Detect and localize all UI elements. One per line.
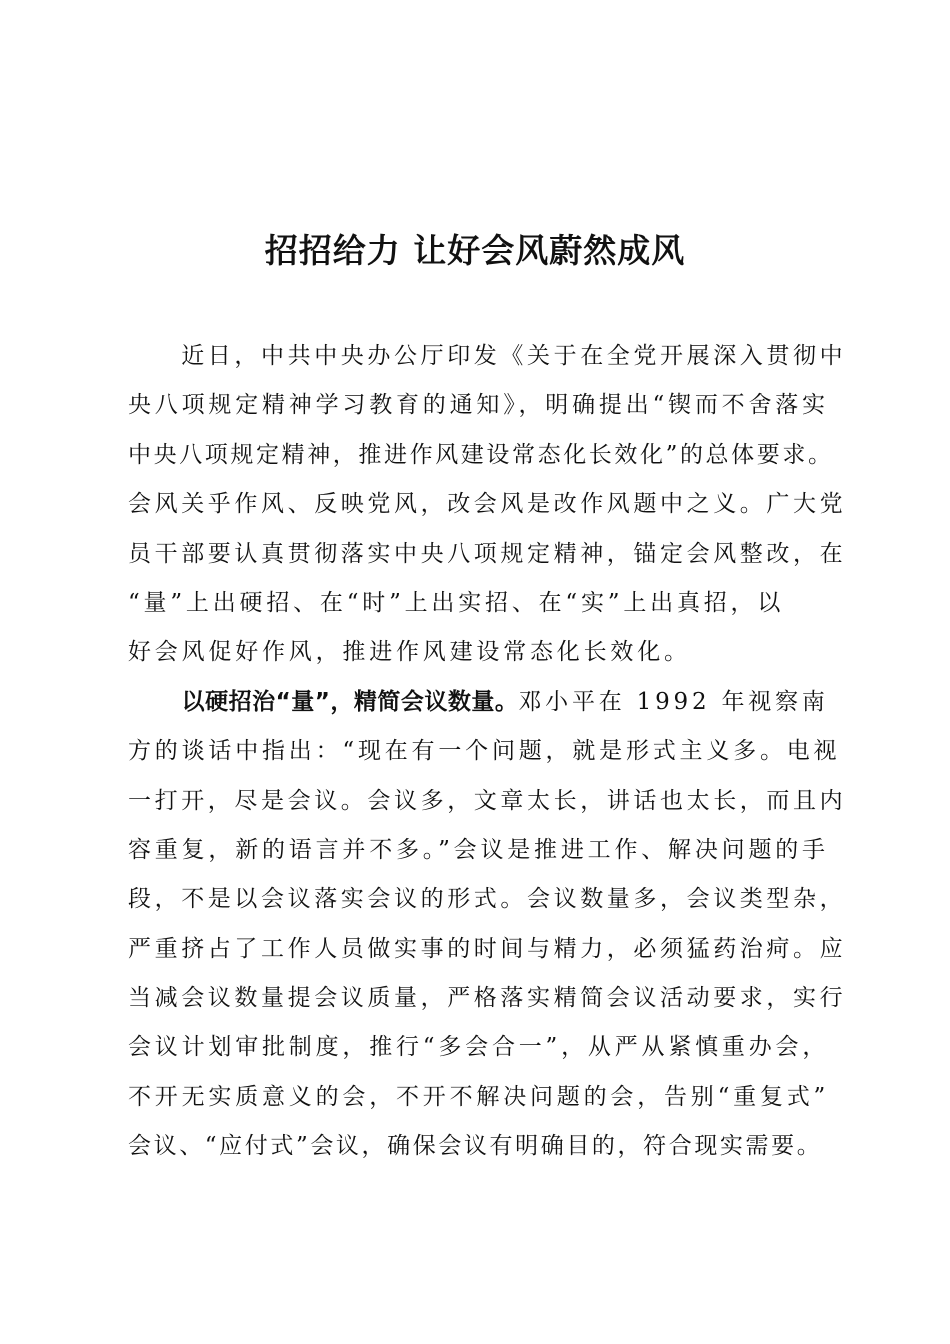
paragraph-line: 央八项规定精神学习教育的通知》，明确提出“锲而不舍落实 (128, 392, 829, 419)
paragraph-line: 会议、“应付式”会议，确保会议有明确目的，符合现实需要。 (128, 1133, 823, 1160)
paragraph-line: 好会风促好作风，推进作风建设常态化长效化。 (128, 639, 691, 666)
lead-indent (128, 689, 182, 715)
paragraph-line: 方的谈话中指出：“现在有一个问题，就是形式主义多。电视 (128, 738, 841, 765)
paragraph-1 (128, 332, 848, 678)
paragraph-line: 不开无实质意义的会，不开不解决问题的会，告别“重复式” (128, 1083, 830, 1110)
document-body (128, 332, 848, 1172)
lead-heading: 以硬招治“量”，精简会议数量。 (181, 688, 519, 715)
paragraph-line: 当减会议数量提会议质量，严格落实精简会议活动要求，实行 (128, 985, 847, 1012)
paragraph-lead-line (128, 678, 848, 727)
paragraph-line: 会议计划审批制度，推行“多会合一”，从严从紧慎重办会， (128, 1034, 830, 1061)
paragraph-line: 员干部要认真贯彻落实中央八项规定精神，锚定会风整改，在 (128, 540, 847, 567)
paragraph-line: 一打开，尽是会议。会议多，文章太长，讲话也太长，而且内 (128, 787, 847, 814)
paragraph-line: 中央八项规定精神，推进作风建设常态化长效化”的总体要求。 (128, 441, 834, 468)
lead-rest: 邓小平在 1992 年视察南 (518, 688, 829, 715)
paragraph-line: 容重复，新的语言并不多。”会议是推进工作、解决问题的手 (128, 836, 829, 863)
paragraph-line: 会风关乎作风、反映党风，改会风是改作风题中之义。广大党 (128, 491, 847, 518)
paragraph-line: 严重挤占了工作人员做实事的时间与精力，必须猛药治疴。应 (128, 935, 847, 962)
paragraph-line: 段，不是以会议落实会议的形式。会议数量多，会议类型杂， (128, 886, 847, 913)
document-title: 招招给力 让好会风蔚然成风 (264, 231, 686, 270)
paragraph-2 (128, 678, 848, 1172)
paragraph-line: “量”上出硬招、在“时”上出实招、在“实”上出真招，以 (128, 589, 785, 616)
paragraph-line: 近日，中共中央办公厅印发《关于在全党开展深入贯彻中 (128, 343, 847, 369)
